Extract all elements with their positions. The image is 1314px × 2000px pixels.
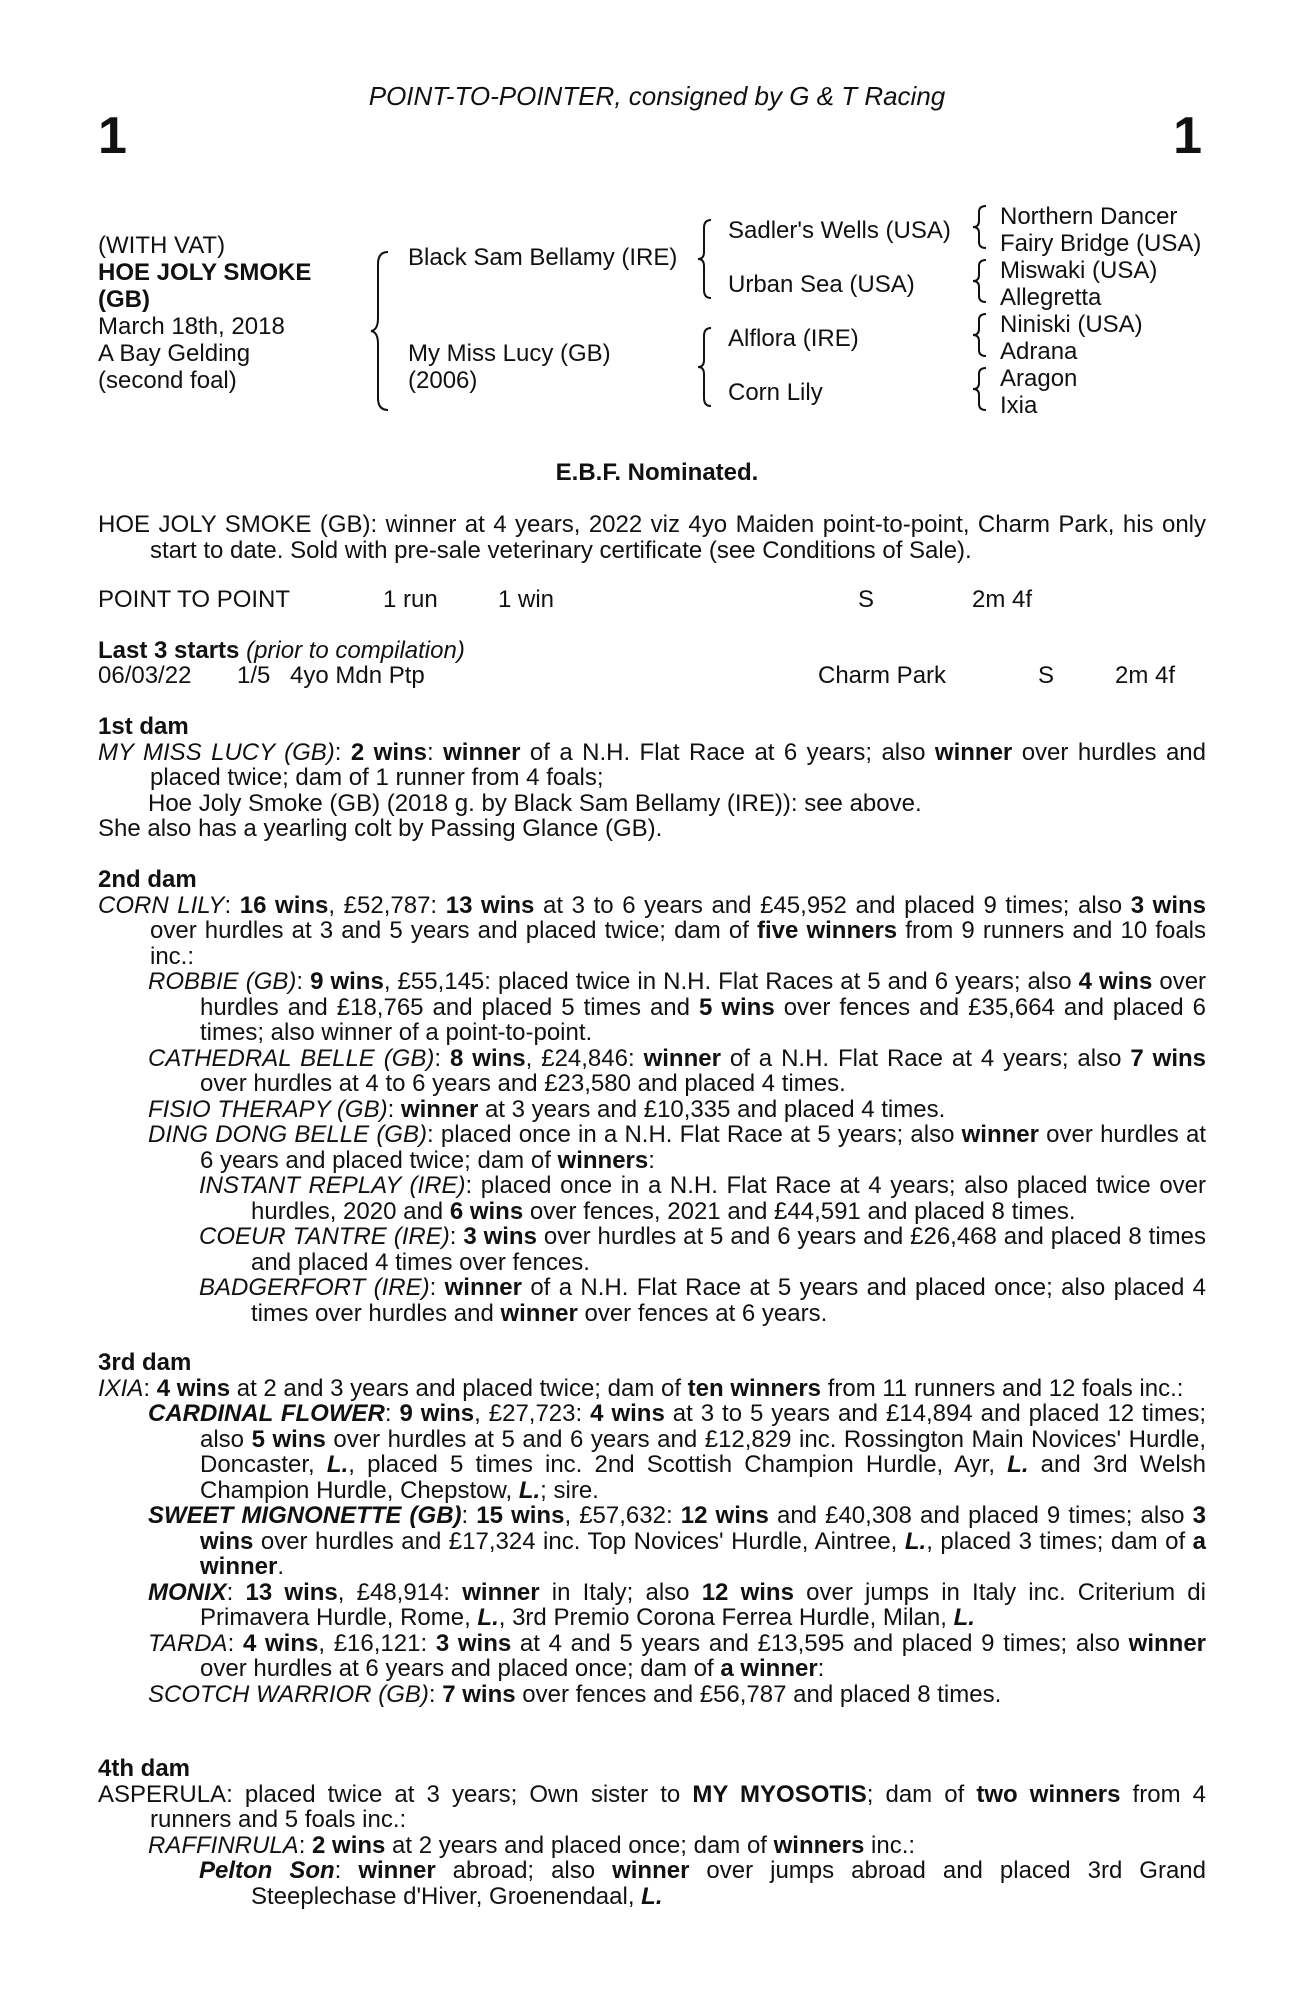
text-run: ; sire. (540, 1476, 599, 1504)
produce-tarda (98, 1631, 1206, 1682)
text-run: of a N.H. Flat Race at 5 years and placed once; also placed 4 times over hurdles and (251, 1274, 1206, 1327)
produce-pelton-son (98, 1858, 1206, 1909)
text-run: : (334, 1857, 359, 1884)
produce-name: COEUR TANTRE (IRE) (199, 1223, 450, 1250)
text-run: winner (444, 1274, 522, 1301)
text-run: five winners (757, 917, 898, 944)
last3-race: 4yo Mdn Ptp (290, 662, 425, 689)
record-wins: 1 win (498, 586, 555, 613)
text-run: 13 wins (445, 891, 535, 919)
text-run: : (449, 1223, 464, 1250)
ggp-2: Fairy Bridge (USA) (1000, 230, 1202, 257)
last3-going: S (1038, 662, 1055, 689)
text-run: 4 wins (590, 1400, 665, 1427)
produce-cardinal-flower (98, 1401, 1206, 1503)
text-run: over fences, 2021 and £44,591 and placed 8 times. (523, 1197, 1076, 1225)
text-run: : (334, 738, 351, 766)
second-dam-heading: 2nd dam (98, 866, 197, 893)
text-run: of a N.H. Flat Race at 4 years; also (720, 1044, 1131, 1072)
produce-robbie (98, 969, 1206, 1046)
produce-sweet-mignonette (98, 1503, 1206, 1580)
text-run: over hurdles at 6 years and placed once; dam of (200, 1655, 721, 1682)
text-run: over jumps abroad and placed 3rd Grand Steeplechase d'Hiver, Groenendaal, (251, 1857, 1206, 1910)
third-dam-section (98, 1350, 1206, 1707)
text-run: from 9 runners and 10 foals inc.: (150, 917, 1206, 970)
summary-name: HOE JOLY SMOKE (GB) (98, 511, 371, 538)
text-run: : placed once in a N.H. Flat Race at 4 years; also placed twice over hurdles, 2020 and (251, 1172, 1206, 1225)
last3-heading-row (98, 638, 465, 664)
text-run: winner (462, 1578, 540, 1606)
dam: My Miss Lucy (GB) (408, 340, 611, 367)
text-run: , placed 3 times; dam of (926, 1527, 1193, 1555)
text-run: . (277, 1553, 285, 1580)
pedigree-brace-3 (695, 326, 715, 408)
fourth-dam-section (98, 1756, 1206, 1909)
record-distance: 2m 4f (972, 586, 1033, 613)
text-run: at 2 and 3 years and placed twice; dam of (230, 1374, 688, 1402)
ggp-3: Miswaki (USA) (1000, 257, 1158, 284)
text-run: 3 wins (463, 1223, 537, 1250)
text-run: , placed 5 times inc. 2nd Scottish Champion Hurdle, Ayr, (348, 1451, 1008, 1478)
pedigree-brace-2 (695, 218, 715, 300)
text-run: over hurdles at 5 and 6 years and £26,468 and placed 8 times and placed 4 times over fences. (251, 1223, 1207, 1276)
ggp-8: Ixia (1000, 392, 1038, 419)
text-run: winner (643, 1044, 721, 1072)
text-run: : placed twice at 3 years; Own sister to (226, 1780, 693, 1808)
sire: Black Sam Bellamy (IRE) (408, 244, 678, 271)
text-run: in Italy; also (539, 1578, 702, 1606)
pedigree-brace-7 (970, 366, 990, 412)
text-run: : (434, 1044, 450, 1072)
text-run: 16 wins (239, 891, 329, 919)
text-run: , £48,914: (337, 1578, 463, 1606)
produce-ding-dong-belle (98, 1122, 1206, 1173)
listed-mark: L. (326, 1451, 349, 1478)
catalogue-header: POINT-TO-POINTER, consigned by G & T Racing (368, 81, 946, 111)
produce-coeur-tantre (98, 1224, 1206, 1275)
text-run: winner (934, 738, 1013, 766)
text-run: 9 wins (310, 968, 384, 995)
produce-scotch-warrior (98, 1682, 1206, 1708)
text-run: 4 wins (1078, 968, 1153, 995)
text-run: , £57,632: (564, 1502, 681, 1529)
listed-mark: L. (1007, 1451, 1029, 1478)
text-run: 4 wins (156, 1374, 231, 1402)
text-run: , £55,145: placed twice in N.H. Flat Races at 5 and 6 years; also (383, 968, 1079, 995)
last3-date: 06/03/22 (98, 662, 192, 689)
text-run: 15 wins (476, 1502, 565, 1529)
text-run: from 4 runners and 5 foals inc.: (150, 1780, 1206, 1833)
first-dam-foal: Hoe Joly Smoke (GB) (2018 g. by Black Sam Bellamy (IRE)): see above. (148, 789, 922, 817)
text-run: : (427, 738, 444, 766)
text-run: ; dam of (866, 1780, 977, 1808)
text-run: 9 wins (399, 1400, 475, 1427)
ebf-nominated: E.B.F. Nominated. (555, 459, 759, 486)
first-dam-name: MY MISS LUCY (GB) (98, 738, 335, 766)
summary (98, 512, 1206, 563)
ggp-4: Allegretta (1000, 284, 1102, 311)
produce-name: FISIO THERAPY (GB) (148, 1095, 388, 1123)
text-run: : placed once in a N.H. Flat Race at 5 years; also (426, 1121, 962, 1148)
listed-mark: L. (518, 1476, 541, 1504)
text-run: over hurdles at 3 and 5 years and placed twice; dam of (150, 917, 757, 944)
listed-mark: L. (953, 1604, 975, 1631)
ggp-7: Aragon (1000, 365, 1078, 392)
produce-name: BADGERFORT (IRE) (199, 1274, 430, 1301)
text-run: 13 wins (245, 1578, 338, 1606)
ggp-6: Adrana (1000, 338, 1078, 365)
text-run: : (428, 1680, 443, 1708)
produce-cathedral-belle (98, 1046, 1206, 1097)
dam-sire: Alflora (IRE) (728, 325, 859, 352)
text-run: , £27,723: (474, 1400, 591, 1427)
produce-instant-replay (98, 1173, 1206, 1224)
ggp-5: Niniski (USA) (1000, 311, 1143, 338)
produce-raffinrula (98, 1833, 1206, 1859)
text-run: 3 wins (1130, 891, 1206, 919)
text-run: over hurdles at 6 years and placed twice; dam of (200, 1121, 1207, 1174)
text-run: : (296, 968, 311, 995)
text-run: inc.: (864, 1831, 916, 1859)
text-run: : (226, 1578, 246, 1606)
text-run: 5 wins (251, 1425, 326, 1453)
text-run: : (227, 1629, 243, 1657)
record-type: POINT TO POINT (98, 586, 291, 613)
text-run: winners (557, 1146, 649, 1174)
text-run: over hurdles and placed twice; dam of 1 runner from 4 foals; (150, 738, 1207, 791)
text-run: 6 wins (449, 1197, 524, 1225)
text-run: at 3 to 5 years and £14,894 and placed 12 times; also (200, 1400, 1207, 1453)
text-run: a winner (720, 1655, 818, 1682)
last3-distance: 2m 4f (1115, 662, 1176, 689)
text-run: , 3rd Premio Corona Ferrea Hurdle, Milan, (498, 1604, 954, 1631)
text-run: 8 wins (450, 1044, 526, 1072)
text-run: 7 wins (1130, 1044, 1206, 1072)
text-run: : (384, 1400, 400, 1427)
text-run: 3 wins (200, 1502, 1206, 1555)
horse-name: HOE JOLY SMOKE (98, 259, 312, 286)
text-run: 12 wins (701, 1578, 794, 1606)
text-run: : (298, 1831, 313, 1859)
text-run: 2 wins (312, 1831, 386, 1859)
text-run: : (461, 1502, 477, 1529)
dam-year: (2006) (408, 367, 478, 394)
sire-sire: Sadler's Wells (USA) (728, 217, 951, 244)
text-run: over hurdles at 5 and 6 years and £12,829 inc. Rossington Main Novices' Hurdle, Doncaster, (200, 1425, 1206, 1478)
text-run: abroad; also (435, 1857, 613, 1884)
text-run: : (143, 1374, 157, 1402)
produce-name: MONIX (148, 1578, 227, 1606)
text-run: at 4 and 5 years and £13,595 and placed 9 times; also (511, 1629, 1129, 1657)
text-run: : (429, 1274, 445, 1301)
ggp-1: Northern Dancer (1000, 203, 1178, 230)
text-run: winner (443, 738, 521, 766)
text-run: over fences and £56,787 and placed 8 times. (515, 1680, 1002, 1708)
produce-name: Pelton Son (199, 1857, 335, 1884)
pedigree-brace-4 (970, 204, 990, 250)
pedigree-brace-1 (368, 250, 392, 412)
text-run: winners (773, 1831, 865, 1859)
second-dam-section (98, 867, 1206, 1326)
text-run: winner (1128, 1629, 1206, 1657)
text-run: 2 wins (350, 738, 428, 766)
record-runs: 1 run (383, 586, 438, 613)
produce-name: CATHEDRAL BELLE (GB) (148, 1044, 435, 1072)
text-run: : (224, 891, 240, 919)
text-run: two winners (976, 1780, 1121, 1808)
text-run: and £40,308 and placed 9 times; also (768, 1502, 1193, 1529)
text-run: , £52,787: (328, 891, 446, 919)
first-dam-extra: She also has a yearling colt by Passing Glance (GB). (98, 815, 663, 842)
summary-text: : winner at 4 years, 2022 viz 4yo Maiden point-to-point, Charm Park, his only start to date. Sold with pre-sale veterinary certificate (see Conditions of Sale). (150, 511, 1206, 564)
third-dam-heading: 3rd dam (98, 1349, 192, 1376)
text-run: at 3 to 6 years and £45,952 and placed 9 times; also (534, 891, 1131, 919)
text-run: 5 wins (699, 993, 775, 1021)
text-run: 12 wins (680, 1502, 769, 1529)
sire-dam: Urban Sea (USA) (728, 271, 915, 298)
text-run: 3 wins (435, 1629, 512, 1657)
pedigree-brace-6 (970, 312, 990, 358)
last3-note: (prior to compilation) (246, 637, 465, 664)
fourth-dam-heading: 4th dam (98, 1755, 191, 1782)
last3-heading: Last 3 starts (98, 637, 240, 664)
produce-name: TARDA (148, 1629, 228, 1657)
record-going: S (858, 586, 875, 613)
produce-badgerfort (98, 1275, 1206, 1326)
text-run: winner (612, 1857, 690, 1884)
horse-foal: (second foal) (98, 367, 237, 394)
horse-dob: March 18th, 2018 (98, 313, 285, 340)
text-run: 7 wins (442, 1680, 516, 1708)
horse-country: (GB) (98, 286, 150, 313)
text-run: over hurdles and £18,765 and placed 5 times and (200, 968, 1207, 1021)
text-run: at 3 years and £10,335 and placed 4 times. (478, 1095, 946, 1123)
text-run: at 2 years and placed once; dam of (385, 1831, 774, 1859)
text-run: winner (358, 1857, 436, 1884)
text-run: winner (400, 1095, 479, 1123)
text-run: a winner (200, 1527, 1206, 1580)
text-run: : (817, 1655, 825, 1682)
text-run: and 3rd Welsh Champion Hurdle, Chepstow, (200, 1451, 1206, 1504)
last3-course: Charm Park (818, 662, 947, 689)
produce-name: ROBBIE (GB) (148, 968, 297, 995)
text-run: , £24,846: (525, 1044, 644, 1072)
text-run: MY MYOSOTIS (692, 1780, 867, 1808)
text-run: , £16,121: (318, 1629, 436, 1657)
produce-name: RAFFINRULA (148, 1831, 299, 1859)
text-run: : (387, 1095, 401, 1123)
third-dam-name: IXIA (98, 1374, 144, 1402)
second-dam-name: CORN LILY (98, 891, 225, 919)
lot-number-left: 1 (98, 107, 127, 165)
fourth-dam-name: ASPERULA (98, 1780, 227, 1808)
text-run: of a N.H. Flat Race at 6 years; also (520, 738, 935, 766)
first-dam-heading: 1st dam (98, 713, 189, 740)
text-run: over hurdles at 4 to 6 years and £23,580 and placed 4 times. (200, 1070, 846, 1097)
text-run: over fences and £35,664 and placed 6 times; also winner of a point-to-point. (200, 993, 1207, 1046)
lot-number-right: 1 (1173, 107, 1202, 165)
text-run: over hurdles and £17,324 inc. Top Novices' Hurdle, Aintree, (253, 1527, 905, 1555)
text-run: : (648, 1146, 655, 1174)
listed-mark: L. (904, 1527, 927, 1555)
vat-label: (WITH VAT) (98, 232, 226, 259)
last3-position: 1/5 (237, 662, 271, 689)
text-run: winner (500, 1299, 578, 1327)
listed-mark: L. (477, 1604, 499, 1631)
text-run: ten winners (687, 1374, 822, 1402)
text-run: winner (961, 1121, 1039, 1148)
listed-mark: L. (641, 1882, 663, 1910)
pedigree-brace-5 (970, 258, 990, 304)
produce-name: CARDINAL FLOWER (148, 1400, 385, 1427)
produce-fisio-therapy (98, 1097, 1206, 1123)
first-dam-section (98, 714, 1206, 842)
text-run: over fences at 6 years. (577, 1299, 828, 1327)
produce-name: INSTANT REPLAY (IRE) (199, 1172, 466, 1199)
produce-name: DING DONG BELLE (GB) (148, 1121, 427, 1148)
produce-name: SWEET MIGNONETTE (GB) (148, 1502, 462, 1529)
horse-info (98, 232, 311, 394)
horse-description: A Bay Gelding (98, 340, 251, 367)
text-run: over jumps in Italy inc. Criterium di Primavera Hurdle, Rome, (200, 1578, 1206, 1631)
produce-monix (98, 1580, 1206, 1631)
text-run: 4 wins (242, 1629, 319, 1657)
text-run: from 11 runners and 12 foals inc.: (821, 1374, 1184, 1402)
dam-dam: Corn Lily (728, 379, 823, 406)
produce-name: SCOTCH WARRIOR (GB) (148, 1680, 429, 1708)
